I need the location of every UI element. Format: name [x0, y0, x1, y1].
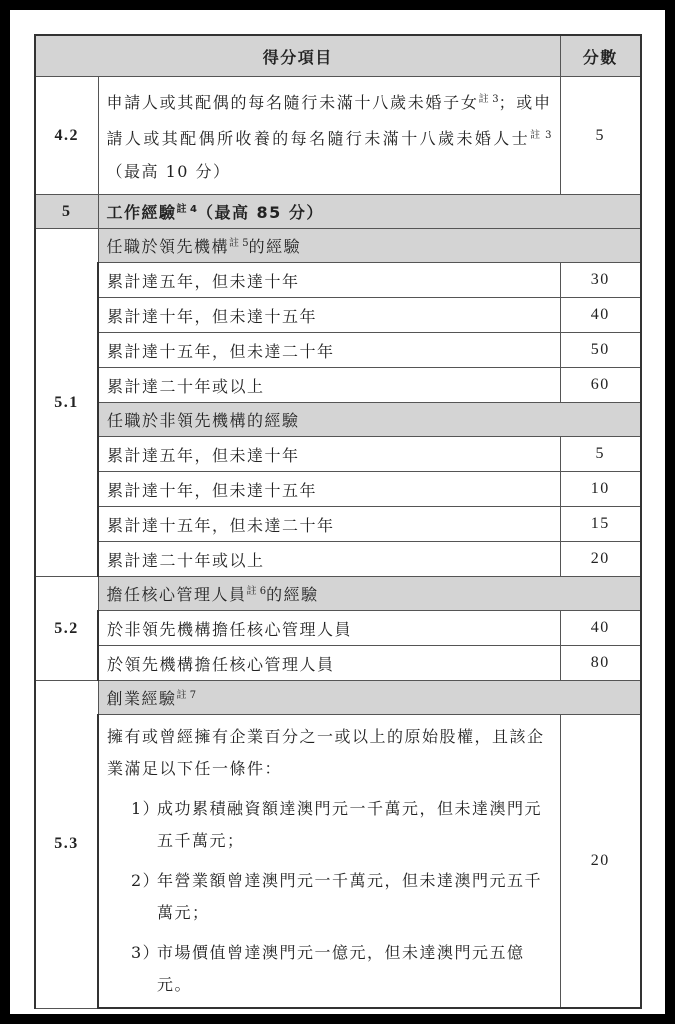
condition-text: 成功累積融資額達澳門元一千萬元，但未達澳門元五千萬元； — [157, 799, 543, 850]
condition-label: 3） — [131, 943, 161, 962]
row-description — [98, 77, 560, 195]
row-label: 累計達二十年或以上 — [98, 542, 560, 577]
row-label: 累計達五年，但未達十年 — [98, 263, 560, 298]
row-score: 5 — [560, 77, 641, 195]
condition-text: 市場價值曾達澳門元一億元，但未達澳門元五億元。 — [157, 943, 525, 994]
row-label: 累計達二十年或以上 — [98, 368, 560, 403]
subsection-title-text: 的經驗 — [266, 585, 319, 604]
table-row — [35, 611, 641, 646]
row-label: 累計達十五年，但未達二十年 — [98, 507, 560, 542]
subsection-title-text: 創業經驗 — [106, 689, 177, 708]
section-title-suffix: （最高 85 分） — [196, 203, 324, 222]
footnote-ref: 註 7 — [176, 690, 197, 701]
row-number: 5.1 — [35, 229, 98, 577]
section-title — [98, 195, 641, 229]
condition-item — [107, 793, 550, 857]
row-score: 40 — [560, 611, 641, 646]
subsection-title: 任職於非領先機構的經驗 — [98, 403, 641, 437]
desc-intro: 擁有或曾經擁有企業百分之一或以上的原始股權，且該企業滿足以下任一條件： — [107, 727, 545, 778]
table-header-row — [35, 35, 641, 77]
subsection-title-text: 擔任核心管理人員 — [106, 585, 247, 604]
row-score: 50 — [560, 333, 641, 368]
row-number: 5.3 — [35, 681, 98, 1009]
subsection-header — [35, 229, 641, 263]
footnote-ref: 註 6 — [246, 586, 267, 597]
desc-text: ；或申請人或其配偶所收養的每名隨行未滿十八歲未婚人士 — [106, 93, 552, 148]
subsection-title-text: 任職於領先機構 — [106, 237, 230, 256]
document-page — [10, 10, 665, 1014]
footnote-ref: 註 3 — [530, 130, 552, 141]
header-item: 得分項目 — [35, 35, 560, 77]
section-5-header — [35, 195, 641, 229]
row-label: 累計達十年，但未達十五年 — [98, 298, 560, 333]
table-row — [35, 437, 641, 472]
subsection-title-text: 的經驗 — [248, 237, 302, 256]
row-label: 累計達十五年，但未達二十年 — [98, 333, 560, 368]
row-description — [98, 715, 560, 1009]
row-4-2 — [35, 77, 641, 195]
condition-label: 2） — [131, 871, 161, 890]
subsection-title — [98, 681, 641, 715]
condition-label: 1） — [131, 799, 161, 818]
subsection-title — [98, 577, 641, 611]
row-score: 15 — [560, 507, 641, 542]
table-row — [35, 646, 641, 681]
header-score: 分數 — [560, 35, 641, 77]
row-label: 累計達十年，但未達十五年 — [98, 472, 560, 507]
desc-text: （最高 10 分） — [106, 162, 231, 181]
row-score: 80 — [560, 646, 641, 681]
table-row — [35, 368, 641, 403]
row-number: 5.2 — [35, 577, 98, 681]
footnote-ref: 註 5 — [229, 238, 249, 249]
row-score: 5 — [560, 437, 641, 472]
table-row — [35, 542, 641, 577]
row-score: 10 — [560, 472, 641, 507]
subsection-header — [35, 403, 641, 437]
row-label: 於非領先機構擔任核心管理人員 — [98, 611, 560, 646]
row-label: 於領先機構擔任核心管理人員 — [98, 646, 560, 681]
condition-item — [107, 937, 550, 1001]
table-row — [35, 333, 641, 368]
row-score: 30 — [560, 263, 641, 298]
subsection-header — [35, 577, 641, 611]
row-score: 20 — [560, 542, 641, 577]
footnote-ref: 註 4 — [176, 204, 197, 215]
condition-text: 年營業額曾達澳門元一千萬元，但未達澳門元五千萬元； — [157, 871, 543, 922]
subsection-header — [35, 681, 641, 715]
table-row — [35, 263, 641, 298]
condition-item — [107, 865, 550, 929]
row-score: 20 — [560, 715, 641, 1009]
table-row — [35, 472, 641, 507]
table-row — [35, 507, 641, 542]
row-number: 4.2 — [35, 77, 98, 195]
row-score: 40 — [560, 298, 641, 333]
row-score: 60 — [560, 368, 641, 403]
subsection-title — [98, 229, 641, 263]
desc-text: 申請人或其配偶的每名隨行未滿十八歲未婚子女 — [106, 93, 479, 112]
section-number: 5 — [35, 195, 98, 229]
footnote-ref: 註 3 — [478, 94, 499, 105]
row-label: 累計達五年，但未達十年 — [98, 437, 560, 472]
points-table — [34, 34, 642, 1009]
table-row — [35, 715, 641, 1009]
section-title-text: 工作經驗 — [106, 203, 177, 222]
table-row — [35, 298, 641, 333]
